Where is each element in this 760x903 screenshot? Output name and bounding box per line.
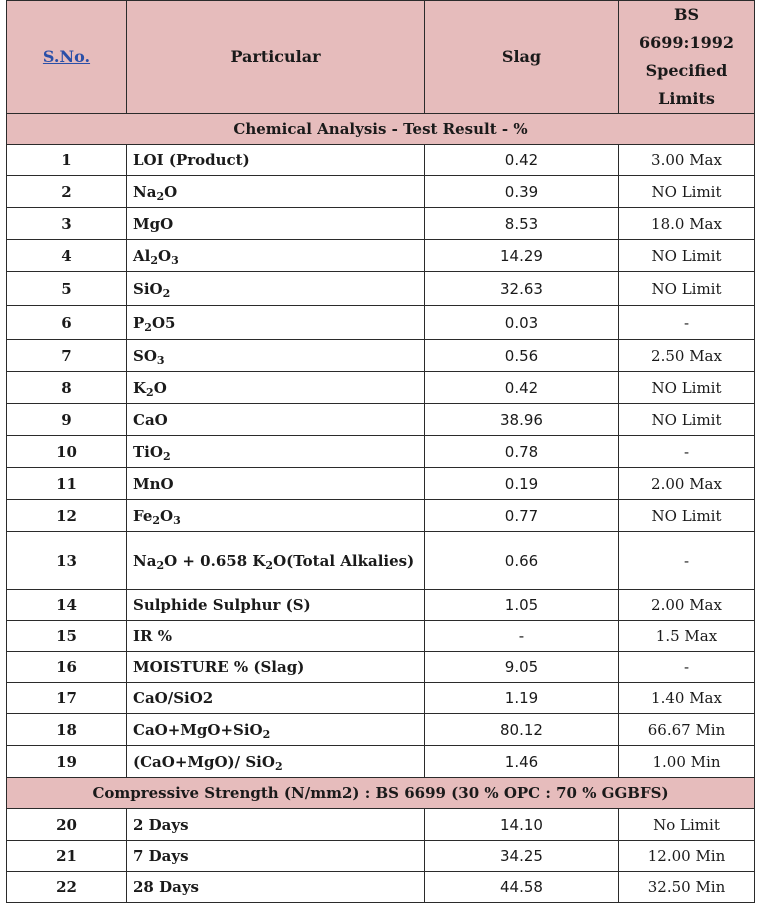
header-slag: Slag <box>425 1 619 114</box>
cell-slag: 32.63 <box>425 272 619 306</box>
cell-slag: 0.56 <box>425 340 619 372</box>
cell-limit: NO Limit <box>619 240 755 272</box>
cell-slag: 34.25 <box>425 841 619 872</box>
header-limits <box>619 1 755 114</box>
table-row <box>7 683 755 714</box>
table-header-row <box>7 1 755 114</box>
table-row <box>7 340 755 372</box>
header-sno <box>7 1 127 114</box>
cell-limit: No Limit <box>619 809 755 841</box>
cell-limit: NO Limit <box>619 176 755 208</box>
cell-limit: NO Limit <box>619 272 755 306</box>
table-row <box>7 145 755 176</box>
table-row <box>7 468 755 500</box>
cell-particular: LOI (Product) <box>127 145 425 176</box>
table-row <box>7 590 755 621</box>
cell-particular: Sulphide Sulphur (S) <box>127 590 425 621</box>
cell-particular: $Fe_2O_3$ <box>127 500 425 532</box>
table-row <box>7 372 755 404</box>
cell-particular: $Na_2O + 0.658$ $K_2O(Total$ Alkalies) <box>127 532 425 590</box>
cell-limit: 12.00 Min <box>619 841 755 872</box>
cell-slag: 8.53 <box>425 208 619 240</box>
cell-limit: 18.0 Max <box>619 208 755 240</box>
cell-particular: $P_2O5$ <box>127 306 425 340</box>
cell-sno: 22 <box>7 872 127 903</box>
cell-particular: MOISTURE % (Slag) <box>127 652 425 683</box>
header-limits-line2: Specified <box>645 61 728 80</box>
cell-sno: 12 <box>7 500 127 532</box>
table-row <box>7 714 755 746</box>
cell-particular: 28 Days <box>127 872 425 903</box>
cell-particular: $SO_3$ <box>127 340 425 372</box>
cell-slag: - <box>425 621 619 652</box>
cell-particular: 2 Days <box>127 809 425 841</box>
cell-slag: 0.03 <box>425 306 619 340</box>
slag-test-results-table <box>6 0 755 903</box>
cell-limit: - <box>619 652 755 683</box>
cell-sno: 11 <box>7 468 127 500</box>
header-limits-line1: BS 6699:1992 <box>639 5 734 52</box>
cell-particular: MgO <box>127 208 425 240</box>
cell-sno: 10 <box>7 436 127 468</box>
cell-particular: (CaO+MgO)/ SiO$_2$ <box>127 746 425 778</box>
table-row <box>7 621 755 652</box>
header-limits-line3: Limits <box>658 89 715 108</box>
cell-slag: 38.96 <box>425 404 619 436</box>
cell-slag: 0.19 <box>425 468 619 500</box>
cell-sno: 3 <box>7 208 127 240</box>
table-body <box>7 114 755 903</box>
cell-particular: CaO <box>127 404 425 436</box>
cell-sno: 1 <box>7 145 127 176</box>
cell-slag: 0.66 <box>425 532 619 590</box>
cell-limit: 66.67 Min <box>619 714 755 746</box>
cell-limit: 2.00 Max <box>619 590 755 621</box>
sno-link[interactable]: S.No. <box>42 47 91 66</box>
cell-limit: 2.00 Max <box>619 468 755 500</box>
table-row <box>7 240 755 272</box>
cell-limit: NO Limit <box>619 372 755 404</box>
table-row <box>7 872 755 903</box>
cell-slag: 80.12 <box>425 714 619 746</box>
section-title: Compressive Strength (N/mm2) : BS 6699 (30 % OPC : 70 % GGBFS) <box>7 778 755 809</box>
table-row <box>7 532 755 590</box>
table-row <box>7 272 755 306</box>
cell-sno: 16 <box>7 652 127 683</box>
cell-slag: 14.10 <box>425 809 619 841</box>
cell-particular: MnO <box>127 468 425 500</box>
cell-particular: TiO$_2$ <box>127 436 425 468</box>
table-row <box>7 404 755 436</box>
cell-particular: CaO/SiO2 <box>127 683 425 714</box>
table-row <box>7 500 755 532</box>
cell-slag: 0.77 <box>425 500 619 532</box>
table-row <box>7 652 755 683</box>
table-row <box>7 208 755 240</box>
cell-limit: NO Limit <box>619 404 755 436</box>
cell-sno: 15 <box>7 621 127 652</box>
cell-limit: 1.40 Max <box>619 683 755 714</box>
cell-slag: 0.42 <box>425 372 619 404</box>
cell-limit: 3.00 Max <box>619 145 755 176</box>
cell-sno: 21 <box>7 841 127 872</box>
cell-limit: - <box>619 436 755 468</box>
cell-slag: 14.29 <box>425 240 619 272</box>
cell-limit: NO Limit <box>619 500 755 532</box>
cell-sno: 14 <box>7 590 127 621</box>
cell-limit: 2.50 Max <box>619 340 755 372</box>
cell-particular: SiO$_2$ <box>127 272 425 306</box>
cell-slag: 44.58 <box>425 872 619 903</box>
cell-sno: 8 <box>7 372 127 404</box>
cell-slag: 1.19 <box>425 683 619 714</box>
cell-limit: 1.5 Max <box>619 621 755 652</box>
table-row <box>7 306 755 340</box>
header-particular: Particular <box>127 1 425 114</box>
table-row <box>7 176 755 208</box>
cell-particular: CaO+MgO+SiO$_2$ <box>127 714 425 746</box>
cell-limit: 1.00 Min <box>619 746 755 778</box>
cell-sno: 20 <box>7 809 127 841</box>
cell-slag: 0.78 <box>425 436 619 468</box>
cell-slag: 1.46 <box>425 746 619 778</box>
cell-particular: IR % <box>127 621 425 652</box>
section-header-chemical <box>7 114 755 145</box>
cell-limit: - <box>619 532 755 590</box>
cell-slag: 1.05 <box>425 590 619 621</box>
cell-sno: 19 <box>7 746 127 778</box>
cell-particular: 7 Days <box>127 841 425 872</box>
cell-sno: 9 <box>7 404 127 436</box>
section-header-compressive <box>7 778 755 809</box>
table-row <box>7 841 755 872</box>
cell-particular: $K_2O$ <box>127 372 425 404</box>
cell-limit: 32.50 Min <box>619 872 755 903</box>
cell-particular: $Na_2O$ <box>127 176 425 208</box>
table-row <box>7 809 755 841</box>
cell-sno: 2 <box>7 176 127 208</box>
cell-sno: 4 <box>7 240 127 272</box>
table-row <box>7 436 755 468</box>
cell-slag: 0.42 <box>425 145 619 176</box>
table-row <box>7 746 755 778</box>
cell-sno: 17 <box>7 683 127 714</box>
cell-slag: 9.05 <box>425 652 619 683</box>
cell-sno: 18 <box>7 714 127 746</box>
cell-sno: 6 <box>7 306 127 340</box>
section-title: Chemical Analysis - Test Result - % <box>7 114 755 145</box>
cell-sno: 5 <box>7 272 127 306</box>
cell-sno: 7 <box>7 340 127 372</box>
cell-particular: $Al_2O_3$ <box>127 240 425 272</box>
cell-limit: - <box>619 306 755 340</box>
cell-slag: 0.39 <box>425 176 619 208</box>
cell-sno: 13 <box>7 532 127 590</box>
